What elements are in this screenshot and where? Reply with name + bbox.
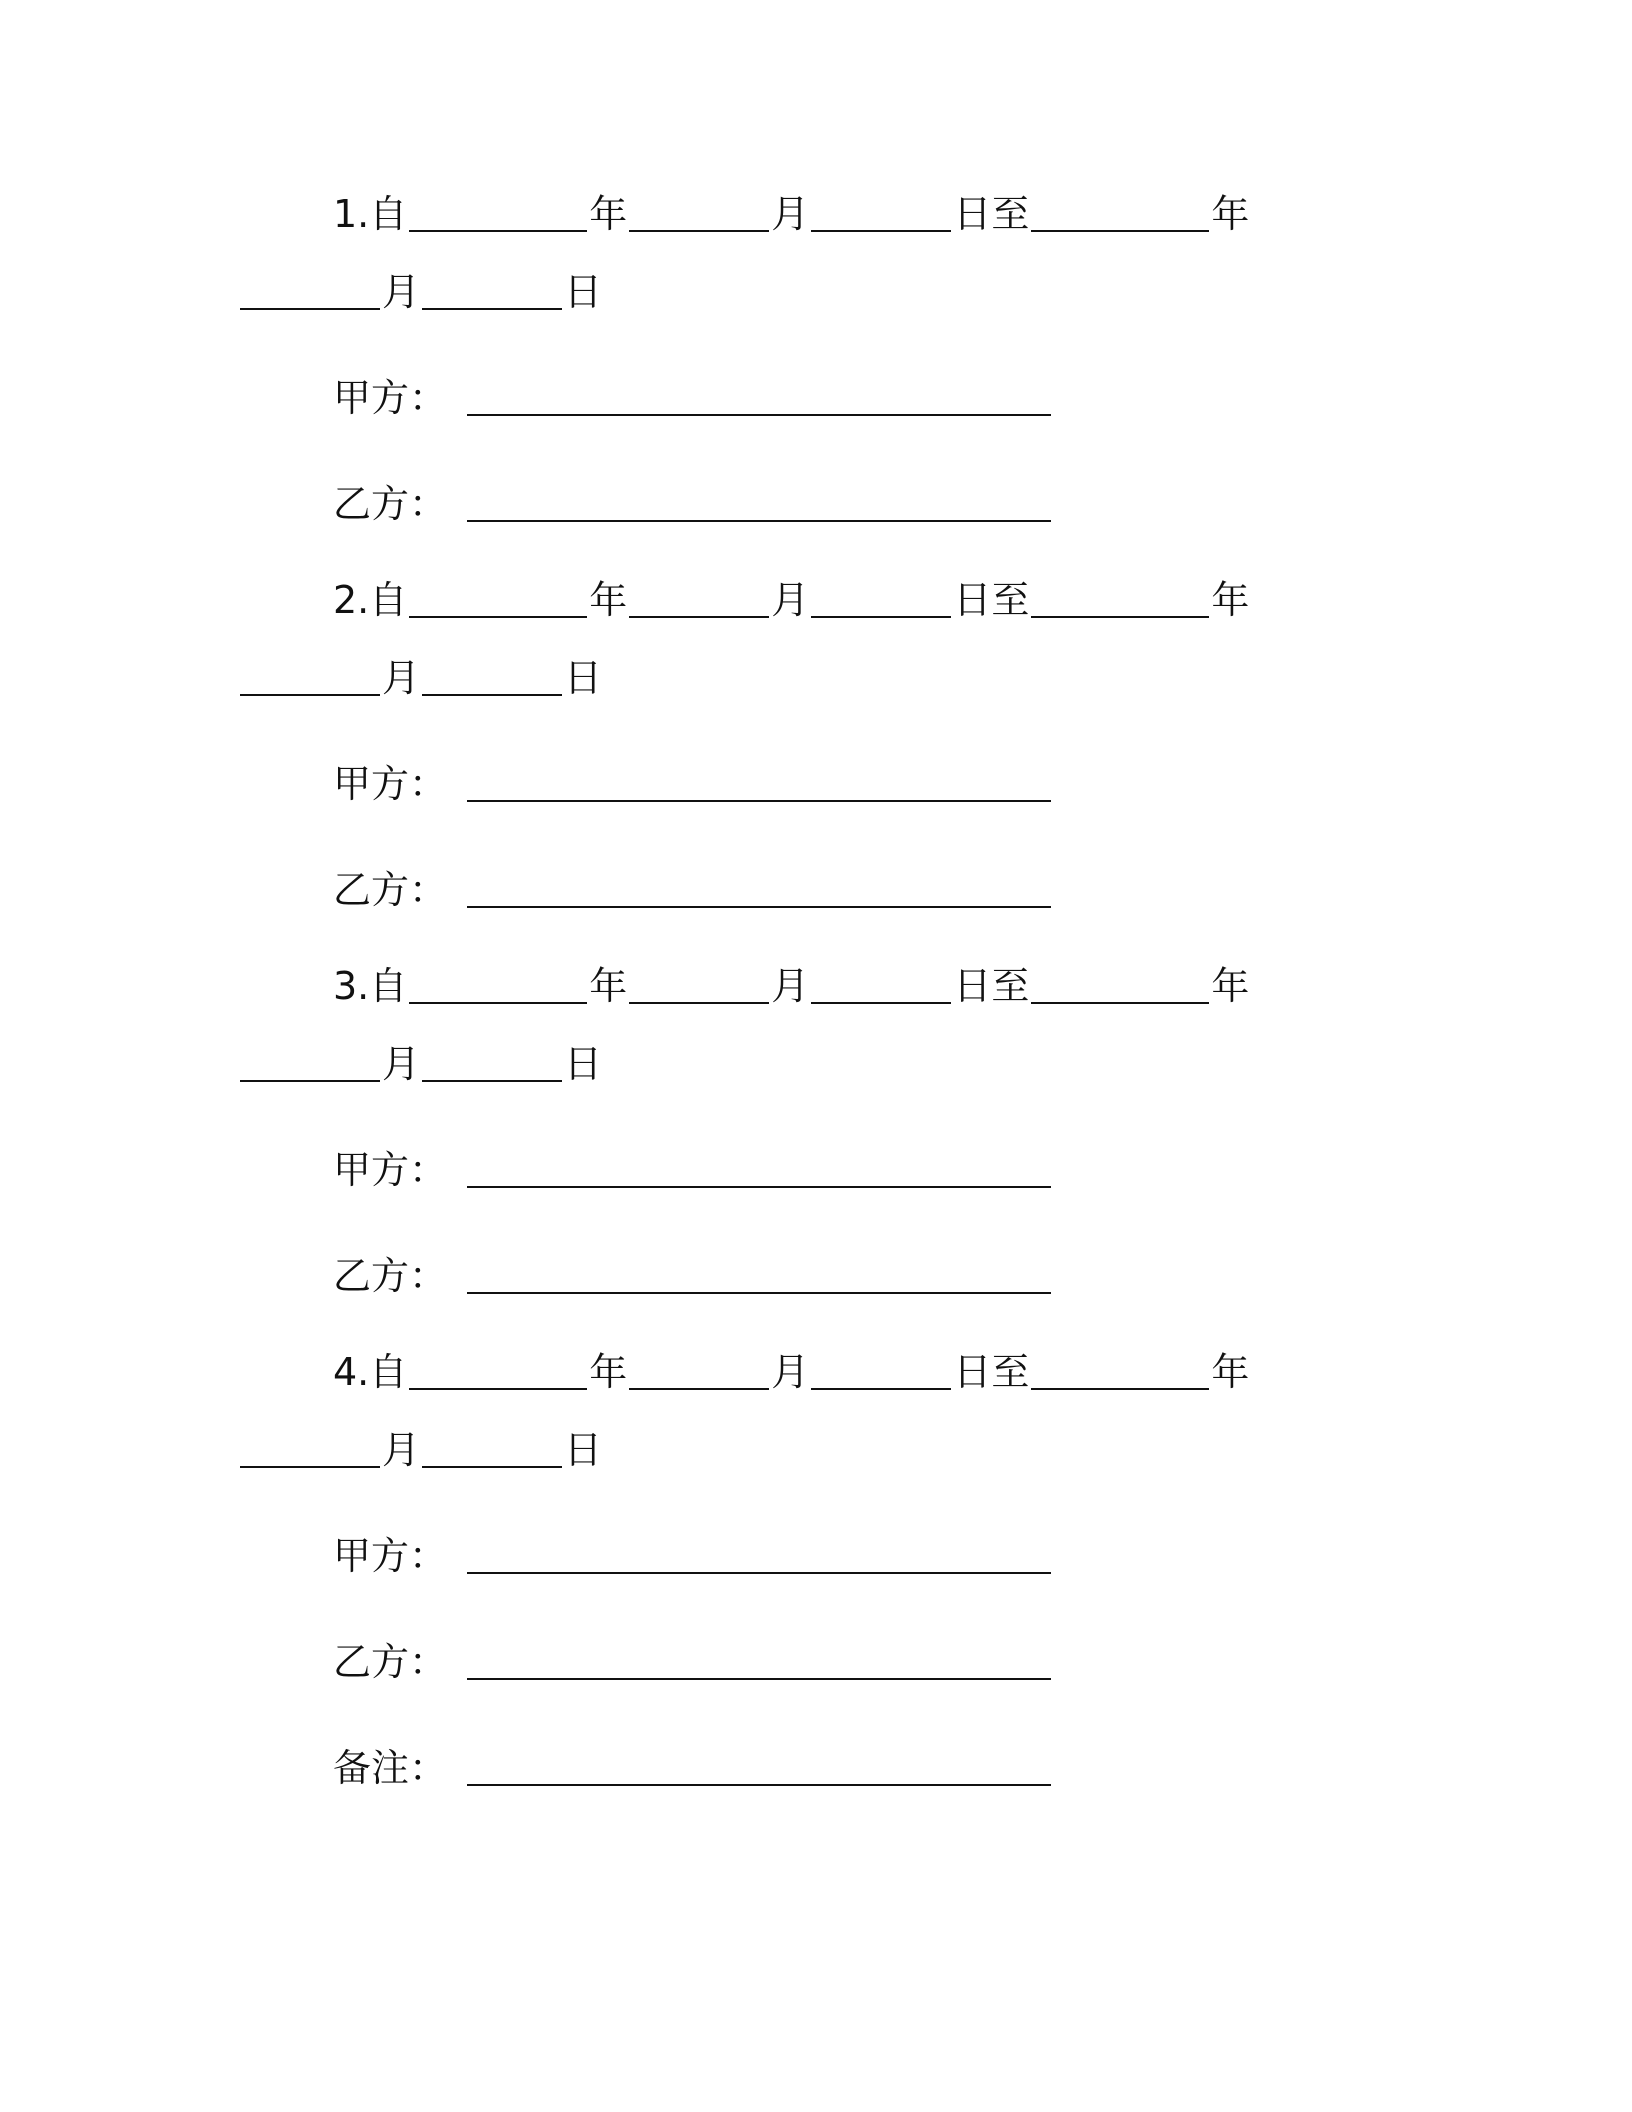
entry-1-party-b xyxy=(333,480,1053,528)
entry-number: 4. xyxy=(333,1350,370,1394)
day-label: 日 xyxy=(564,1428,603,1472)
day-label: 日 xyxy=(564,1042,603,1086)
from-label: 自 xyxy=(369,964,408,1008)
from-label: 自 xyxy=(369,1350,408,1394)
start-month-blank[interactable] xyxy=(629,580,769,618)
end-day-blank[interactable] xyxy=(422,658,562,696)
party-b-label: 乙方： xyxy=(333,1254,448,1298)
start-day-blank[interactable] xyxy=(811,1352,951,1390)
entry-number: 1. xyxy=(333,192,370,236)
month-label: 月 xyxy=(771,964,810,1008)
end-month-blank[interactable] xyxy=(240,1044,380,1082)
day-to-label: 日至 xyxy=(953,578,1030,622)
end-month-blank[interactable] xyxy=(240,1430,380,1468)
entry-3-party-b xyxy=(333,1252,1053,1300)
entry-1-date-line-2 xyxy=(238,268,602,316)
day-label: 日 xyxy=(564,270,603,314)
start-day-blank[interactable] xyxy=(811,966,951,1004)
month-label: 月 xyxy=(382,270,421,314)
year-label: 年 xyxy=(589,192,628,236)
start-day-blank[interactable] xyxy=(811,194,951,232)
entry-4-date-line-2 xyxy=(238,1426,602,1474)
year-label: 年 xyxy=(589,578,628,622)
start-year-blank[interactable] xyxy=(409,1352,587,1390)
entry-2-party-a xyxy=(333,760,1053,808)
end-year-blank[interactable] xyxy=(1031,194,1209,232)
party-a-label: 甲方： xyxy=(333,1534,448,1578)
party-b-blank[interactable] xyxy=(467,1256,1051,1294)
end-day-blank[interactable] xyxy=(422,1044,562,1082)
year-label: 年 xyxy=(1211,578,1250,622)
entry-3-date-line-1 xyxy=(333,962,1249,1010)
start-month-blank[interactable] xyxy=(629,1352,769,1390)
party-a-blank[interactable] xyxy=(467,378,1051,416)
from-label: 自 xyxy=(369,578,408,622)
start-year-blank[interactable] xyxy=(409,966,587,1004)
start-year-blank[interactable] xyxy=(409,580,587,618)
end-day-blank[interactable] xyxy=(422,1430,562,1468)
end-year-blank[interactable] xyxy=(1031,966,1209,1004)
day-to-label: 日至 xyxy=(953,964,1030,1008)
entry-number: 2. xyxy=(333,578,370,622)
entry-2-date-line-1 xyxy=(333,576,1249,624)
party-a-label: 甲方： xyxy=(333,376,448,420)
from-label: 自 xyxy=(369,192,408,236)
month-label: 月 xyxy=(382,656,421,700)
party-a-blank[interactable] xyxy=(467,764,1051,802)
month-label: 月 xyxy=(382,1428,421,1472)
year-label: 年 xyxy=(589,964,628,1008)
start-month-blank[interactable] xyxy=(629,966,769,1004)
party-a-label: 甲方： xyxy=(333,762,448,806)
month-label: 月 xyxy=(771,192,810,236)
entry-2-party-b xyxy=(333,866,1053,914)
remarks-blank[interactable] xyxy=(467,1748,1051,1786)
start-month-blank[interactable] xyxy=(629,194,769,232)
year-label: 年 xyxy=(1211,192,1250,236)
month-label: 月 xyxy=(771,578,810,622)
end-month-blank[interactable] xyxy=(240,272,380,310)
party-a-label: 甲方： xyxy=(333,1148,448,1192)
remarks-label: 备注： xyxy=(333,1746,448,1790)
year-label: 年 xyxy=(1211,964,1250,1008)
start-day-blank[interactable] xyxy=(811,580,951,618)
entry-4-party-b xyxy=(333,1638,1053,1686)
party-b-label: 乙方： xyxy=(333,868,448,912)
party-a-blank[interactable] xyxy=(467,1536,1051,1574)
party-b-label: 乙方： xyxy=(333,482,448,526)
year-label: 年 xyxy=(1211,1350,1250,1394)
entry-number: 3. xyxy=(333,964,370,1008)
entry-4-date-line-1 xyxy=(333,1348,1249,1396)
party-b-blank[interactable] xyxy=(467,1642,1051,1680)
year-label: 年 xyxy=(589,1350,628,1394)
entry-1-date-line-1 xyxy=(333,190,1249,238)
end-year-blank[interactable] xyxy=(1031,580,1209,618)
start-year-blank[interactable] xyxy=(409,194,587,232)
end-month-blank[interactable] xyxy=(240,658,380,696)
day-label: 日 xyxy=(564,656,603,700)
entry-4-party-a xyxy=(333,1532,1053,1580)
end-day-blank[interactable] xyxy=(422,272,562,310)
entry-3-date-line-2 xyxy=(238,1040,602,1088)
end-year-blank[interactable] xyxy=(1031,1352,1209,1390)
day-to-label: 日至 xyxy=(953,192,1030,236)
party-b-blank[interactable] xyxy=(467,870,1051,908)
month-label: 月 xyxy=(382,1042,421,1086)
entry-3-party-a xyxy=(333,1146,1053,1194)
entry-2-date-line-2 xyxy=(238,654,602,702)
entry-1-party-a xyxy=(333,374,1053,422)
month-label: 月 xyxy=(771,1350,810,1394)
remarks-line xyxy=(333,1744,1053,1792)
day-to-label: 日至 xyxy=(953,1350,1030,1394)
party-b-label: 乙方： xyxy=(333,1640,448,1684)
party-b-blank[interactable] xyxy=(467,484,1051,522)
party-a-blank[interactable] xyxy=(467,1150,1051,1188)
